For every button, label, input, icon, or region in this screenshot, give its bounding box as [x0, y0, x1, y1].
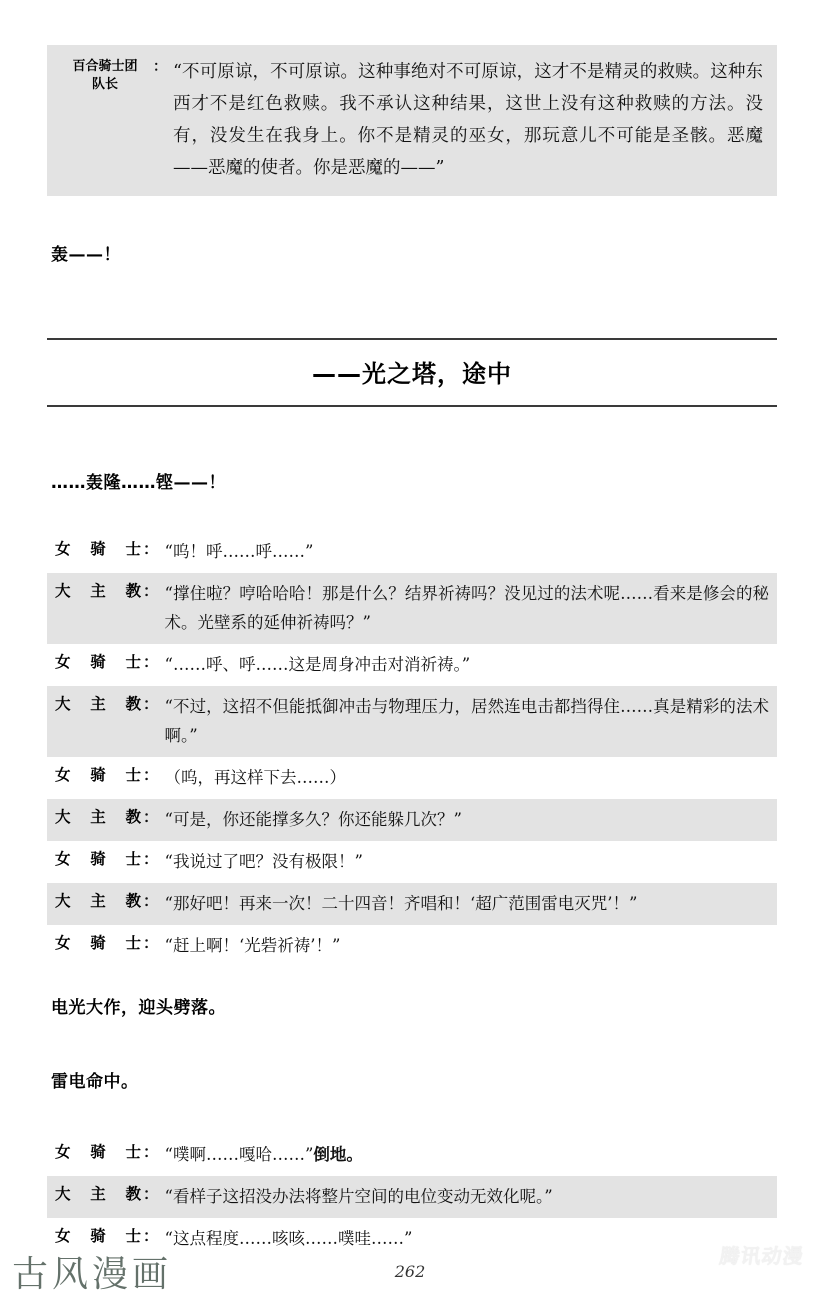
dialogue-row: [47, 925, 777, 967]
dialogue-colon: ：: [143, 582, 159, 600]
dialogue-text: “呜！呼……呼……”: [164, 542, 314, 561]
speaker-label-line2: 队长: [91, 77, 118, 92]
dialogue-speaker-label: 女骑士: [55, 850, 141, 868]
dialogue-speaker-label: 大主教: [55, 1185, 141, 1203]
watermark-right-tencent-comics: 腾讯动漫: [718, 1244, 806, 1268]
dialogue-speaker-label: 女骑士: [55, 540, 141, 558]
sfx-line-lightning-strike: 电光大作，迎头劈落。: [51, 998, 226, 1018]
dialogue-row: [47, 644, 777, 686]
sfx-line-lightning-hit: 雷电命中。: [51, 1072, 139, 1092]
sfx-line-boom: 轰——！: [51, 245, 121, 265]
dialogue-colon: ：: [143, 766, 159, 784]
dialogue-colon: ：: [143, 934, 159, 952]
speaker-label-knight-captain: [57, 56, 153, 94]
dialogue-colon: ：: [143, 850, 159, 868]
dialogue-text: “不过，这招不但能抵御冲击与物理压力，居然连电击都挡得住……真是精彩的法术啊。”: [164, 697, 769, 745]
dialogue-speaker-label: 女骑士: [55, 1227, 141, 1245]
dialogue-colon: ：: [143, 653, 159, 671]
dialogue-row: [47, 573, 777, 644]
speaker-colon: ：: [153, 59, 167, 75]
dialogue-colon: ：: [143, 1227, 159, 1245]
dialogue-row: [47, 841, 777, 883]
dialogue-table-main: [47, 531, 777, 967]
dialogue-text: “看样子这招没办法将整片空间的电位变动无效化呢。”: [164, 1187, 553, 1206]
watermark-left-gufeng: 古风漫画: [12, 1254, 173, 1295]
dialogue-colon: ：: [143, 892, 159, 910]
dialogue-text-emphasis: 倒地。: [313, 1145, 363, 1164]
dialogue-row: [47, 1134, 777, 1176]
dialogue-speaker-label: 女骑士: [55, 766, 141, 784]
quote-block-knight-captain: [47, 45, 777, 196]
dialogue-text: “……呼、呼……这是周身冲击对消祈祷。”: [164, 655, 471, 674]
quote-text: “不可原谅，不可原谅。这种事绝对不可原谅，这才不是精灵的救赎。这种东西才不是红色救赎。我不承认这种结果，这世上没有这种救赎的方法。没有，没发生在我身上。你不是精灵的巫女，那玩意儿不可能是圣骸。恶魔——恶魔的使者。你是恶魔的——”: [173, 62, 763, 178]
dialogue-speaker-label: 大主教: [55, 808, 141, 826]
scene-heading: [47, 338, 777, 407]
dialogue-text: “这点程度……咳咳……噗哇……”: [164, 1229, 413, 1248]
dialogue-text-normal: “噗啊……嘎哈……”: [164, 1145, 314, 1164]
dialogue-row: [47, 1176, 777, 1218]
dialogue-speaker-label: 女骑士: [55, 1143, 141, 1161]
dialogue-text: “我说过了吧？没有极限！”: [164, 852, 363, 871]
dialogue-speaker-label: 大主教: [55, 695, 141, 713]
dialogue-row: [47, 799, 777, 841]
dialogue-colon: ：: [143, 808, 159, 826]
dialogue-text: [161, 1140, 769, 1169]
dialogue-speaker-label: 女骑士: [55, 934, 141, 952]
dialogue-speaker-label: 女骑士: [55, 653, 141, 671]
page-number: 262: [394, 1262, 426, 1281]
dialogue-text: “赶上啊！‘光砦祈祷’！”: [164, 936, 341, 955]
dialogue-row: [47, 686, 777, 757]
dialogue-row: [47, 757, 777, 799]
scene-heading-title: ——光之塔，途中: [312, 360, 512, 388]
dialogue-speaker-label: 大主教: [55, 582, 141, 600]
speaker-label-line1: 百合骑士团: [72, 59, 138, 74]
dialogue-colon: ：: [143, 1143, 159, 1161]
dialogue-row: [47, 883, 777, 925]
dialogue-text: “可是，你还能撑多久？你还能躲几次？”: [164, 810, 462, 829]
dialogue-colon: ：: [143, 695, 159, 713]
dialogue-text: “撑住啦？哼哈哈哈！那是什么？结界祈祷吗？没见过的法术呢……看来是修会的秘术。光壁系的延伸祈祷吗？”: [164, 584, 769, 632]
dialogue-row: [47, 531, 777, 573]
dialogue-table-tail: [47, 1134, 777, 1260]
dialogue-colon: ：: [143, 1185, 159, 1203]
dialogue-text: （呜，再这样下去……）: [164, 768, 347, 787]
sfx-line-rumble: ……轰隆……铿——！: [51, 473, 226, 493]
dialogue-colon: ：: [143, 540, 159, 558]
dialogue-speaker-label: 大主教: [55, 892, 141, 910]
dialogue-text: “那好吧！再来一次！二十四音！齐唱和！‘超广范围雷电灭咒’！”: [164, 894, 638, 913]
